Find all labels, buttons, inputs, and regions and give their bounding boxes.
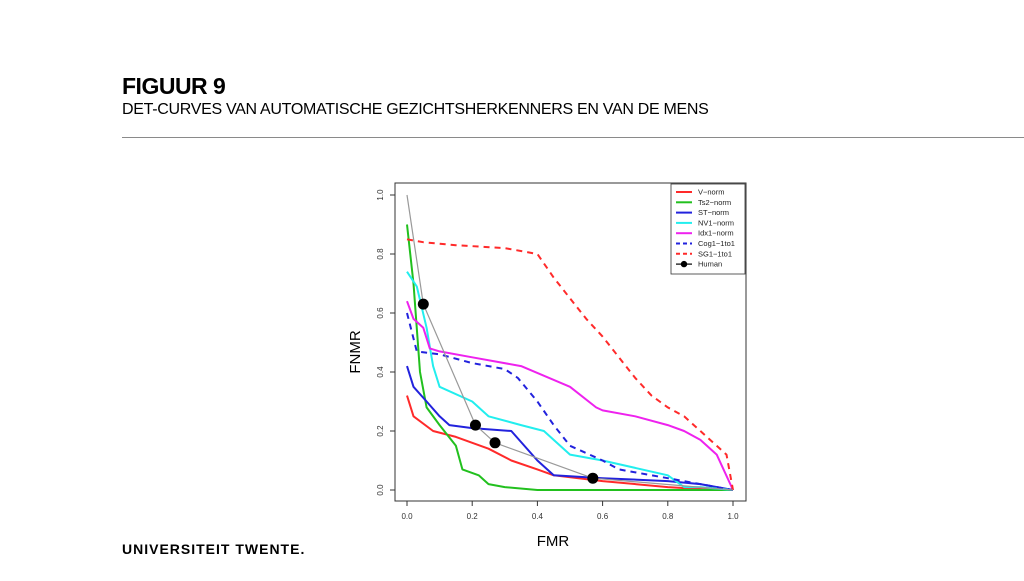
legend-label: SG1−1to1 bbox=[698, 249, 732, 259]
series-line-2 bbox=[407, 366, 733, 490]
legend-label: Cog1−1to1 bbox=[698, 239, 735, 248]
y-tick-label: 0.8 bbox=[376, 248, 385, 260]
human-point bbox=[587, 473, 598, 484]
human-point bbox=[490, 437, 501, 448]
legend-label: Idx1−norm bbox=[698, 228, 734, 238]
y-axis-label: FNMR bbox=[347, 330, 364, 374]
x-axis-label: FMR bbox=[536, 533, 570, 550]
x-tick-label: 0.4 bbox=[531, 512, 543, 521]
y-tick-label: 0.2 bbox=[376, 425, 385, 437]
legend-label: Human bbox=[698, 259, 723, 269]
slide-subtitle: DET-CURVES VAN AUTOMATISCHE GEZICHTSHERKENNERS EN VAN DE MENS bbox=[122, 101, 709, 118]
y-tick-label: 0.6 bbox=[376, 307, 385, 319]
legend-label: NV1−norm bbox=[698, 218, 735, 228]
legend-label: V−norm bbox=[698, 187, 725, 197]
series-line-6 bbox=[407, 239, 733, 490]
series-line-5 bbox=[407, 313, 733, 490]
x-tick-label: 0.0 bbox=[401, 512, 413, 521]
legend-label: Ts2−norm bbox=[698, 197, 732, 207]
series-line-4 bbox=[407, 301, 733, 490]
human-point bbox=[418, 299, 429, 310]
slide-title: FIGUUR 9 bbox=[122, 73, 226, 99]
university-logo-text: UNIVERSITEIT TWENTE. bbox=[122, 541, 306, 557]
y-tick-label: 0.0 bbox=[376, 484, 385, 496]
x-tick-label: 0.8 bbox=[662, 512, 674, 521]
y-tick-label: 0.4 bbox=[376, 366, 385, 378]
x-tick-label: 0.2 bbox=[466, 512, 478, 521]
legend-marker bbox=[681, 261, 687, 267]
legend-label: ST−norm bbox=[698, 208, 730, 218]
y-tick-label: 1.0 bbox=[376, 189, 385, 201]
x-tick-label: 0.6 bbox=[597, 512, 609, 521]
x-tick-label: 1.0 bbox=[727, 512, 739, 521]
human-point bbox=[470, 420, 481, 431]
